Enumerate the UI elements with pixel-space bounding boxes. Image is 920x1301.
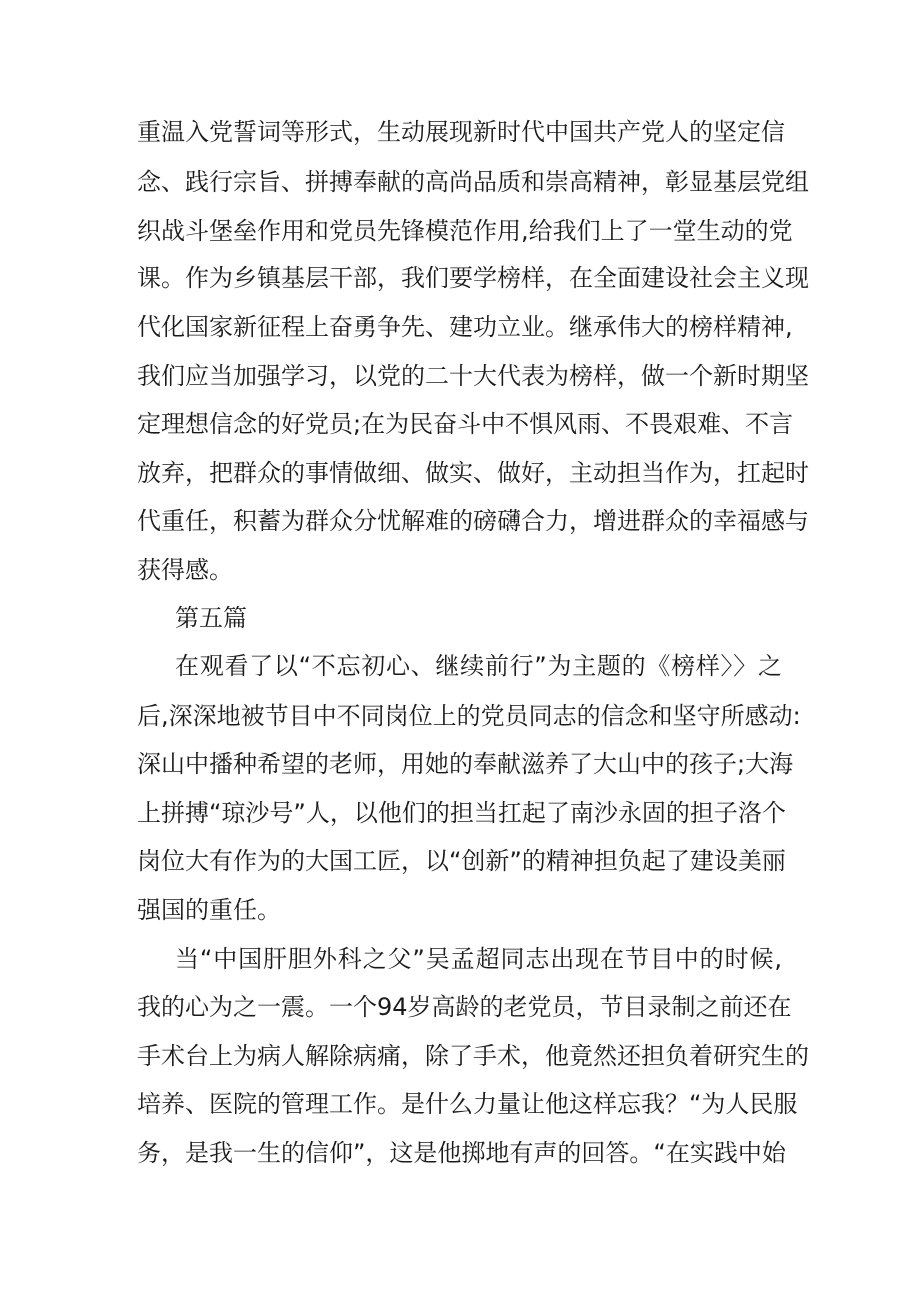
paragraph-2-line-2: 后,深深地被节目中不同岗位上的党员同志的信念和坚守所感动: (137, 702, 801, 730)
paragraph-3-line-2: 我的心为之一震。一个94岁高龄的老党员，节目录制之前还在 (137, 993, 792, 1021)
paragraph-2-line-4: 上拼搏“琼沙号”人，以他们的担当扛起了南沙永固的担子洛个 (137, 799, 786, 827)
paragraph-2-line-3: 深山中播种希望的老师，用她的奉献滋养了大山中的孩子;大海 (137, 750, 794, 778)
paragraph-1-line-5: 代化国家新征程上奋勇争先、建功立业。继承伟大的榜样精神, (137, 313, 793, 341)
paragraph-3-line-4: 培养、医院的管理工作。是什么力量让他这样忘我？“为人民服 (137, 1090, 798, 1118)
paragraph-3-line-5: 务，是我一生的信仰”，这是他掷地有声的回答。“在实践中始 (137, 1139, 786, 1167)
paragraph-2-line-6: 强国的重任。 (137, 896, 281, 924)
paragraph-1-line-4: 课。作为乡镇基层干部，我们要学榜样，在全面建设社会主义现 (137, 264, 809, 292)
paragraph-1-line-7: 定理想信念的好党员;在为民奋斗中不惧风雨、不畏艰难、不言 (137, 410, 794, 438)
paragraph-1-line-10: 获得感。 (137, 556, 233, 584)
paragraph-1-line-3: 织战斗堡垒作用和党员先锋模范作用,给我们上了一堂生动的党 (137, 217, 793, 245)
section-heading: 第五篇 (175, 604, 247, 632)
paragraph-2-line-5: 岗位大有作为的大国工匠，以“创新”的精神担负起了建设美丽 (137, 847, 786, 875)
paragraph-1-line-2: 念、践行宗旨、拼搏奉献的高尚品质和崇高精神，彰显基层党组 (137, 168, 809, 196)
paragraph-1-line-1: 重温入党誓词等形式，生动展现新时代中国共产党人的坚定信 (137, 118, 785, 146)
paragraph-1-line-9: 代重任，积蓄为群众分忧解难的磅礴合力，增进群众的幸福感与 (137, 507, 809, 535)
paragraph-3-line-3: 手术台上为病人解除病痛，除了手术，他竟然还担负着研究生的 (137, 1042, 809, 1070)
paragraph-2-line-1: 在观看了以“不忘初心、继续前行”为主题的《榜样〉〉之 (175, 652, 782, 680)
paragraph-1-line-6: 我们应当加强学习，以党的二十大代表为榜样，做一个新时期坚 (137, 362, 809, 390)
paragraph-3-line-1: 当“中国肝胆外科之父”吴孟超同志出现在节目中的时候, (175, 945, 782, 973)
paragraph-1-line-8: 放弃，把群众的事情做细、做实、做好，主动担当作为，扛起时 (137, 459, 809, 487)
